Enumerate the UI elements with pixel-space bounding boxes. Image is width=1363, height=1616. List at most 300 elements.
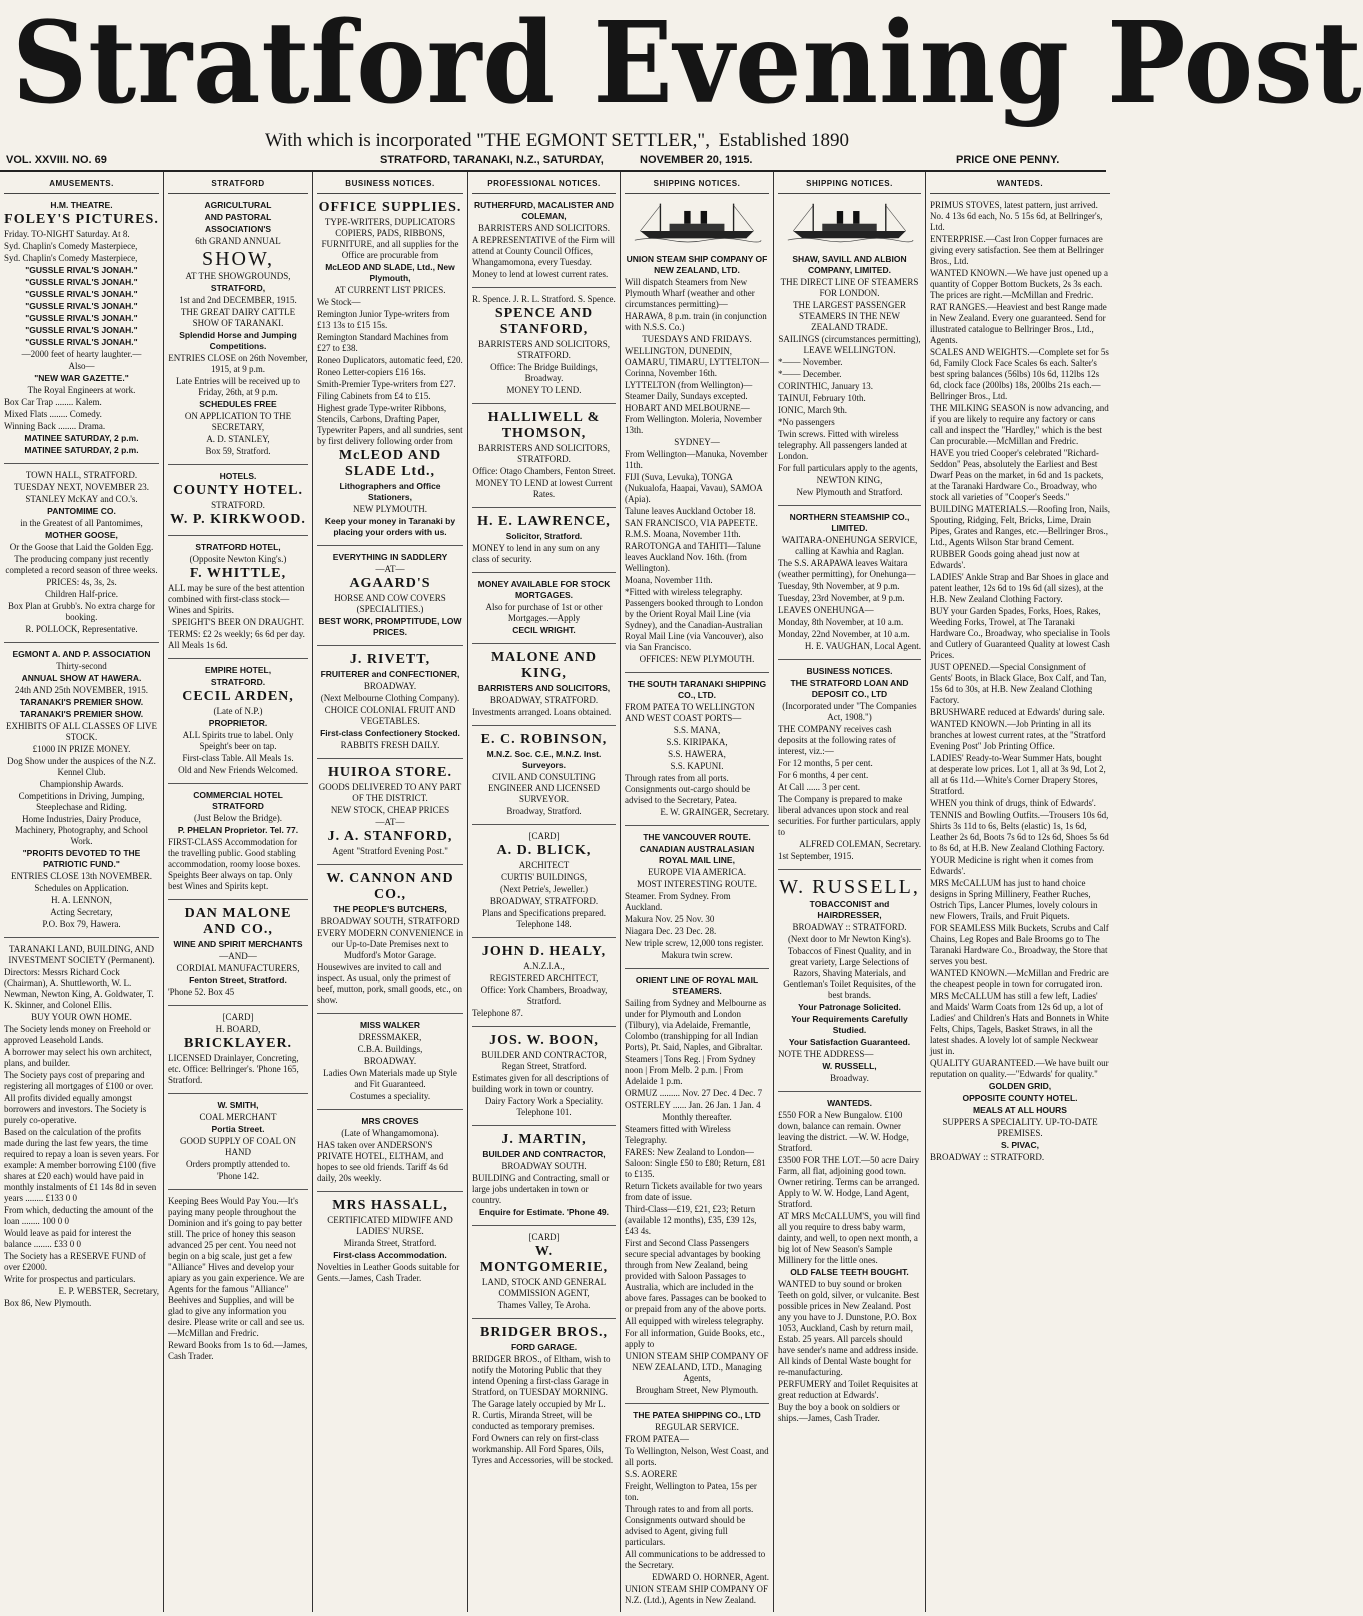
ad-text-line: Agent "Stratford Evening Post."	[332, 846, 448, 856]
ad-text-line: —AT—	[375, 817, 405, 827]
ad-text-line: LICENSED Drainlayer, Concreting, etc. Office: Bellringer's. 'Phone 165, Stratford.	[168, 1053, 299, 1085]
ad-text-line: BARRISTERS AND SOLICITORS.	[477, 223, 611, 233]
ad-text-line: Roneo Letter-copiers £16 16s.	[317, 367, 426, 377]
ad-text-line: ORMUZ ......... Nov. 27 Dec. 4 Dec. 7	[625, 1088, 763, 1098]
steamer-illustration	[786, 198, 913, 244]
ad-text-line: (Next Petrie's, Jeweller.)	[499, 884, 589, 894]
ad-text-line: AT CURRENT LIST PRICES.	[334, 285, 446, 295]
ad-text-line: E. W. GRAINGER, Secretary.	[660, 807, 769, 817]
ad-text-line: Talune leaves Auckland October 18.	[625, 506, 756, 516]
ad-text-line: Tobaccos of Finest Quality, and in great variety, Large Selections of Razors, Shaving Materials, and Gentleman's Toilet Requisites, of the best brands.	[783, 946, 916, 1000]
established-note: Established 1890	[718, 130, 850, 151]
ad-text-line: Or the Goose that Laid the Golden Egg.	[9, 542, 154, 552]
ad-text-line: "GUSSLE RIVAL'S JONAH."	[25, 337, 138, 347]
ad-text-line: BARRISTERS AND SOLICITORS, STRATFORD.	[477, 443, 611, 464]
ad-text-line: TYPE-WRITERS, DUPLICATORS COPIERS, PADS, RIBBONS, FURNITURE, and all supplies for the Office are procurable from	[321, 217, 459, 260]
ad-text-line: Through rates to and from all ports. Consignments outward should be advised to Agent, giving full particulars.	[625, 1504, 754, 1547]
ad-text-line: (Incorporated under "The Companies Act, 1908.")	[782, 701, 917, 722]
ad-text-line: "GUSSLE RIVAL'S JONAH."	[25, 301, 138, 311]
ad-text-line: Housewives are invited to call and inspect. As usual, only the primest of beef, mutton, pork, small goods, etc., on show.	[317, 962, 462, 1005]
masthead-subline: With which is incorporated "THE EGMONT SETTLER,", Established 1890	[264, 130, 850, 151]
column-6	[774, 172, 926, 1612]
ad-text-line: Buy the boy a book on soldiers or ships.—James, Cash Trader.	[778, 1402, 900, 1423]
ad-text-line: TUESDAYS AND FRIDAYS.	[642, 334, 752, 344]
column-2	[164, 172, 313, 1612]
ad-text-line: BRICKLAYER.	[183, 1036, 293, 1051]
advertisement	[168, 194, 308, 465]
issue-date: NOVEMBER 20, 1915.	[640, 154, 753, 166]
ad-text-line: W. CANNON AND CO.,	[326, 871, 454, 902]
ad-text-line: ASSOCIATION'S	[204, 224, 272, 234]
ad-text-line: BARRISTERS AND SOLICITORS,	[477, 683, 611, 693]
ad-text-line: Filing Cabinets from £4 to £15.	[317, 391, 431, 401]
ad-text-line: BROADWAY SOUTH, STRATFORD	[320, 916, 460, 926]
ad-text-line: SYDNEY—	[674, 437, 720, 447]
ad-text-line: LEAVES ONEHUNGA—	[778, 605, 874, 615]
column-7	[926, 172, 1114, 1612]
ad-text-line: 1st September, 1915.	[778, 851, 854, 861]
advertisement	[625, 248, 769, 673]
ad-text-line: SHOW,	[201, 248, 275, 270]
advertisement	[4, 643, 159, 938]
ad-text-line: SCALES AND WEIGHTS.—Complete set for 5s 6d, Family Clock Face Scales 6s each. Salter's best spring balances (56lbs) 10s 6d, 112lbs 12s 6d, clock face (200lbs) 18s, 200lbs 21s each.—Bellringer Bros., Ltd.	[930, 347, 1109, 401]
ad-text-line: CHOICE COLONIAL FRUIT AND VEGETABLES.	[324, 705, 456, 726]
ad-text-line: TOWN HALL, STRATFORD.	[25, 470, 138, 480]
ad-text-line: Box 86, New Plymouth.	[4, 1298, 92, 1308]
ad-text-line: Through rates from all ports. Consignments out-cargo should be advised to the Secretary, Patea.	[625, 773, 751, 805]
ad-text-line: WINE AND SPIRIT MERCHANTS	[173, 939, 303, 949]
ad-text-line: STRATFORD HOTEL,	[195, 542, 281, 552]
ad-text-line: FOR SEAMLESS Milk Buckets, Scrubs and Calf Chains, Leg Ropes and Bale Brooms go to The Taranaki Hardware Co., Broadway, the Store that serves you best.	[930, 923, 1109, 966]
ad-text-line: The Society lends money on Freehold or approved Leasehold Lands.	[4, 1024, 151, 1045]
ad-text-line: R. Spence. J. R. L. Stratford. S. Spence.	[472, 294, 616, 304]
ad-text-line: THE LARGEST PASSENGER STEAMERS IN THE NEW ZEALAND TRADE.	[792, 300, 907, 332]
ad-text-line: [CARD]	[528, 831, 560, 841]
advertisement	[168, 1190, 308, 1369]
advertisement	[778, 506, 921, 660]
ad-text-line: MOTHER GOOSE,	[45, 530, 118, 540]
ad-text-line: AT MRS McCALLUM'S, you will find all you require to dress baby warm, dainty, and well, to open next month, a big lot of New Season's Sample Millinery for the little ones.	[778, 1211, 920, 1265]
advertisement	[317, 1014, 463, 1110]
place-line: STRATFORD, TARANAKI, N.Z., SATURDAY,	[380, 154, 604, 166]
ad-text-line: MISS WALKER	[360, 1020, 420, 1030]
ad-text-line: THE STRATFORD LOAN AND DEPOSIT CO., LTD	[790, 678, 909, 699]
ad-text-line: WELLINGTON, DUNEDIN, OAMARU, TIMARU, LYTTELTON—Corinna, November 16th.	[625, 346, 769, 378]
advertisement	[625, 969, 769, 1404]
ad-text-line: Mixed Flats ........ Comedy.	[4, 409, 102, 419]
ad-text-line: MOST INTERESTING ROUTE.	[636, 879, 758, 889]
ad-text-line: A. D. BLICK,	[496, 843, 592, 858]
ad-text-line: All profits divided equally amongst borrowers and investors. The Society is purely co-operative.	[4, 1093, 147, 1125]
ad-text-line: THE PATEA SHIPPING CO., LTD	[633, 1410, 761, 1420]
ad-text-line: HALLIWELL & THOMSON,	[487, 410, 601, 441]
ad-text-line: WANTED to buy sound or broken Teeth on gold, silver, or vulcanite. Best possible prices in New Zealand. Post any you have to J. Dunstone, P.O. Box 1053, Auckland, Cash by return mail, Estab. 25 years. All parcels should have sender's name and address inside. All kinds of Dental Waste bought for re-manufacturing.	[778, 1279, 920, 1377]
advertisement	[168, 784, 308, 900]
ad-text-line: Makura Nov. 25 Nov. 30	[625, 914, 715, 924]
ad-text-line: BUSINESS NOTICES.	[806, 666, 893, 676]
ad-text-line: MRS CROVES	[361, 1116, 419, 1126]
ad-text-line: RABBITS FRESH DAILY.	[340, 740, 440, 750]
column-heading: SHIPPING NOTICES.	[625, 172, 769, 194]
ad-text-line: BUY your Garden Spades, Forks, Hoes, Rakes, Weeding Forks, Trowel, at The Taranaki Hardware Co., Broadway, who specialise in Tools and Cutlery of Guaranteed Quality at lowest Cash Prices.	[930, 606, 1110, 660]
ad-text-line: Keeping Bees Would Pay You.—It's paying many people throughout the Dominion and it's going to pay better still. The price of honey this season advanced 25 per cent. You need not begin on a big scale, just get a few "Alliance" Hives and develop your apiary as you gain experience. We are Agents for the famous "Alliance" Beehives and Supplies, and will be glad to give any information you desire. Please write or call and see us.—McMillan and Fredric.	[168, 1196, 305, 1338]
ad-text-line: ENTRIES CLOSE on 26th November, 1915, at 9 p.m.	[168, 353, 308, 374]
ad-text-line: EXHIBITS OF ALL CLASSES OF LIVE STOCK.	[6, 721, 157, 742]
ad-text-line: Investments arranged. Loans obtained.	[472, 707, 612, 717]
ad-text-line: "NEW WAR GAZETTE."	[34, 373, 129, 383]
ad-text-line: Brougham Street, New Plymouth.	[635, 1385, 759, 1395]
ad-text-line: THE MILKING SEASON is now advancing, and if you are likely to require any factory or cans call and inspect the "Hardley," which is the best Can procurable.—McMillan and Fredric.	[930, 403, 1109, 446]
column-heading: STRATFORD	[168, 172, 308, 194]
ad-text-line: CIVIL AND CONSULTING ENGINEER AND LICENSED SURVEYOR.	[488, 772, 600, 804]
ad-text-line: Niagara Dec. 23 Dec. 28.	[625, 926, 717, 936]
ad-text-line: TAINUI, February 10th.	[778, 393, 866, 403]
advertisement	[168, 465, 308, 536]
ad-text-line: HOBART AND MELBOURNE—From Wellington. Moleria, November 13th.	[625, 403, 762, 435]
advertisement	[778, 1092, 921, 1431]
ad-text-line: LADIES' Ready-to-Wear Summer Hats, bought at desperate low prices. Lot 1, all at 3s 9d, Lot 2, all at 6s 11d.—White's Corner Drapery Stores, Stratford.	[930, 753, 1106, 796]
ad-text-line: PRICES: 4s, 3s, 2s.	[46, 577, 117, 587]
ad-text-line: P. PHELAN Proprietor. Tel. 77.	[177, 825, 299, 835]
ad-text-line: From which, deducting the amount of the loan ........ 100 0 0	[4, 1205, 154, 1226]
ad-text-line: LYTTELTON (from Wellington)—Steamer Daily, Sundays excepted.	[625, 380, 753, 401]
ad-text-line: JUST OPENED.—Special Consignment of Gents' Boots, in Black Glace, Box Calf, and Tan, 15s 6d to 30s, at H.B. New Zealand Clothing Factory.	[930, 662, 1107, 705]
ad-text-line: C.B.A. Buildings,	[357, 1044, 423, 1054]
ad-text-line: Syd. Chaplin's Comedy Masterpiece,	[4, 253, 138, 263]
ad-text-line: PROPRIETOR.	[208, 718, 268, 728]
ad-text-line: FRUITERER and CONFECTIONER,	[320, 669, 460, 679]
advertisement	[472, 194, 616, 288]
ad-text-line: CORINTHIC, January 13.	[778, 381, 873, 391]
advertisement	[778, 660, 921, 870]
ad-text-line: £550 FOR a New Bungalow. £100 down, balance can remain. Owner leaving the district. —W. W. Hodge, Stratford.	[778, 1110, 909, 1153]
ad-text-line: TOBACCONIST and HAIRDRESSER,	[809, 899, 890, 920]
dateline	[0, 150, 1106, 172]
ad-text-line: STRATFORD,	[210, 283, 266, 293]
ad-text-line: (Late of Whangamomona).	[341, 1128, 439, 1138]
ad-text-line: Your Satisfaction Guaranteed.	[788, 1037, 911, 1047]
ad-text-line: Moana, November 11th.	[625, 575, 713, 585]
ad-text-line: WANTEDS.	[827, 1098, 872, 1108]
ad-text-line: EDWARD O. HORNER, Agent.	[652, 1572, 769, 1582]
ad-text-line: Thirty-second	[56, 661, 107, 671]
ad-text-line: MONEY to lend in any sum on any class of security.	[472, 543, 600, 564]
ad-text-line: EVERY MODERN CONVENIENCE in our Up-to-Date Premises next to Mudford's Motor Garage.	[317, 928, 463, 960]
advertisement	[168, 659, 308, 784]
ad-text-line: TENNIS and Bowling Outfits.—Trousers 10s 6d, Shirts 3s 11d to 6s, Belts (elastic) 1s, 1s 6d, Leather 2s 6d, Boots 7s 6d to 12s 6d, Shoes 5s 6d to 8s 6d, at H.B. New Zealand Clothing Factory.	[930, 810, 1109, 853]
ad-text-line: SCHEDULES FREE	[199, 399, 277, 409]
ad-text-line: Enquire for Estimate. 'Phone 49.	[478, 1207, 610, 1217]
ad-text-line: H. A. LENNON,	[51, 895, 112, 905]
ad-text-line: WANTED KNOWN.—McMillan and Fredric are the cheapest people in town for corrugated iron.	[930, 968, 1109, 989]
ad-text-line: Monday, 22nd November, at 10 a.m.	[778, 629, 910, 639]
ad-text-line: Third-Class—£19, £21, £23; Return (available 12 months), £35, £39 12s, £43 4s.	[625, 1204, 757, 1236]
ad-text-line: £3500 FOR THE LOT.—50 acre Dairy Farm, all flat, adjoining good town. Owner retiring. Terms can be arranged. Apply to W. W. Hodge, Land Agent, Stratford.	[778, 1155, 920, 1209]
ad-text-line: [CARD]	[222, 1012, 254, 1022]
ad-text-line: HORSE AND COW COVERS (SPECIALITIES.)	[334, 593, 446, 614]
ad-text-line: THE VANCOUVER ROUTE.	[643, 832, 751, 842]
ad-text-line: PERFUMERY and Toilet Requisites at great reduction at Edwards'.	[778, 1379, 918, 1400]
ad-text-line: A borrower may select his own architect, plans, and builder.	[4, 1047, 152, 1068]
ad-text-line: MRS McCALLUM has just to hand choice designs in Spring Millinery, Feather Ruches, Ostrich Tips, Lancer Plumes, lovely colours in new Flowers, Trails, and Fruit Piquets.	[930, 878, 1098, 921]
ad-text-line: Tuesday, 9th November, at 9 p.m.	[778, 581, 900, 591]
ad-text-line: NORTHERN STEAMSHIP CO., LIMITED.	[789, 512, 910, 533]
ad-text-line: BROADWAY SOUTH.	[501, 1161, 587, 1171]
ad-text-line: 'Phone 52. Box 45	[168, 987, 235, 997]
advertisement	[930, 194, 1110, 1170]
ad-text-line: Steamers fitted with Wireless Telegraphy.	[625, 1124, 731, 1145]
ad-text-line: Office: Otago Chambers, Fenton Street.	[472, 466, 616, 476]
ad-text-line: CANADIAN AUSTRALASIAN ROYAL MAIL LINE,	[639, 844, 755, 865]
ad-text-line: OLD FALSE TEETH BOUGHT.	[790, 1267, 909, 1277]
ad-text-line: CECIL WRIGHT.	[512, 625, 576, 635]
ad-text-line: ANNUAL SHOW AT HAWERA.	[21, 673, 142, 683]
ad-text-line: BROADWAY.	[363, 681, 417, 691]
ad-text-line: "GUSSLE RIVAL'S JONAH."	[25, 313, 138, 323]
ad-text-line: Telephone 87.	[472, 1008, 523, 1018]
advertisement	[472, 573, 616, 644]
ad-text-line: Home Industries, Dairy Produce, Machinery, Photography, and School Work.	[14, 814, 149, 846]
ad-text-line: ENTRIES CLOSE 13th NOVEMBER.	[10, 871, 152, 881]
ad-text-line: MONEY TO LEND at lowest Current Rates.	[475, 478, 613, 499]
ad-text-line: Syd. Chaplin's Comedy Masterpiece,	[4, 241, 138, 251]
ad-text-line: AT THE SHOWGROUNDS,	[185, 271, 291, 281]
column-3	[313, 172, 468, 1612]
ad-text-line: 24th AND 25th NOVEMBER, 1915.	[14, 685, 148, 695]
ad-text-line: AGAARD'S	[349, 576, 431, 591]
ad-text-line: (Late of N.P.)	[213, 706, 263, 716]
ad-text-line: ALL Spirits true to label. Only Speight's beer on tap.	[182, 730, 294, 751]
ad-text-line: UNION STEAM SHIP COMPANY OF NEW ZEALAND, LTD., Managing Agents,	[625, 1351, 769, 1383]
ad-text-line: The Society has a RESERVE FUND of over £2000.	[4, 1251, 146, 1272]
ad-text-line: For 6 months, 4 per cent.	[778, 770, 869, 780]
ad-text-line: Also for purchase of 1st or other Mortgages.—Apply	[485, 602, 603, 623]
ad-text-line: WAITARA-ONEHUNGA SERVICE, calling at Kawhia and Raglan.	[781, 535, 918, 556]
ad-text-line: BARRISTERS AND SOLICITORS, STRATFORD.	[477, 339, 611, 360]
advertisement	[4, 194, 159, 464]
ad-text-line: Schedules on Application.	[34, 883, 129, 893]
ad-text-line: E. C. ROBINSON,	[480, 732, 608, 747]
ad-text-line: Lithographers and Office Stationers,	[339, 481, 441, 502]
price: PRICE ONE PENNY.	[956, 154, 1060, 166]
advertisement	[778, 248, 921, 506]
ad-text-line: SAILINGS (circumstances permitting), LEAVE WELLINGTON.	[778, 334, 921, 355]
ad-text-line: S.S. AORERE	[625, 1469, 678, 1479]
ad-text-line: ALL may be sure of the best attention combined with first-class stock—Wines and Spirits.	[168, 583, 305, 615]
ad-text-line: OSTERLEY ...... Jan. 26 Jan. 1 Jan. 4	[625, 1100, 761, 1110]
advertisement	[472, 1226, 616, 1319]
ad-text-line: STANLEY McKAY and CO.'s.	[25, 494, 138, 504]
ad-text-line: Splendid Horse and Jumping Competitions.	[179, 330, 297, 351]
ad-text-line: The Garage lately occupied by Mr L. R. Curtis, Miranda Street, will be conducted as temporary premises.	[472, 1399, 606, 1431]
ad-text-line: Dog Show under the auspices of the N.Z. Kennel Club.	[7, 756, 156, 777]
ad-text-line: Thames Valley, Te Aroha.	[497, 1300, 591, 1310]
ad-text-line: Office: York Chambers, Broadway, Stratford.	[480, 985, 608, 1006]
ad-text-line: Old and New Friends Welcomed.	[178, 765, 298, 775]
ad-text-line: Box 59, Stratford.	[205, 446, 271, 456]
ad-text-line: Reward Books from 1s to 6d.—James, Cash Trader.	[168, 1340, 308, 1361]
ad-text-line: COMMERCIAL HOTEL STRATFORD	[193, 790, 283, 811]
ad-text-line: Winning Back ........ Drama.	[4, 421, 106, 431]
ad-text-line: Friday. TO-NIGHT Saturday. At 8.	[4, 229, 130, 239]
ad-text-line: —AT—	[375, 564, 405, 574]
ad-text-line: HAS taken over ANDERSON'S PRIVATE HOTEL, ELTHAM, and hopes to see old friends. Tariff 4s 6d daily, 20s weekly.	[317, 1140, 449, 1183]
advertisement	[472, 825, 616, 938]
ad-text-line: BUILDER AND CONTRACTOR, Regan Street, Stratford.	[481, 1050, 607, 1071]
ad-text-line: BUILDING MATERIALS.—Roofing Iron, Nails, Spouting, Ridging, Felt, Bricks, Lime, Drain Pipes, Grates and Ranges, etc.—Bellringer Bros., Ltd., Agents Wilson Star brand Cement.	[930, 504, 1110, 547]
ad-text-line: The Royal Engineers at work.	[27, 385, 136, 395]
ad-text-line: Keep your money in Taranaki by placing your orders with us.	[324, 516, 456, 537]
ad-text-line: P.O. Box 79, Hawera.	[42, 919, 121, 929]
ad-text-line: GOOD SUPPLY OF COAL ON HAND	[180, 1136, 296, 1157]
ad-text-line: THE GREAT DAIRY CATTLE SHOW OF TARANAKI.	[180, 307, 296, 328]
advertisement	[472, 404, 616, 508]
ad-text-line: (Just Below the Bridge).	[194, 813, 282, 823]
ad-text-line: Fenton Street, Stratford.	[189, 975, 287, 985]
ad-text-line: JOHN D. HEALY,	[481, 944, 607, 959]
ad-text-line: STRATFORD.	[210, 677, 266, 687]
ad-text-line: MATINEE SATURDAY, 2 p.m.	[24, 445, 139, 455]
ad-text-line: First-class Table. All Meals 1s.	[182, 753, 294, 763]
ad-text-line: LAND, STOCK AND GENERAL COMMISSION AGENT,	[481, 1277, 607, 1298]
ad-text-line: S.S. KIRIPAKA,	[666, 737, 728, 747]
ad-text-line: BROADWAY :: STRATFORD.	[792, 922, 907, 932]
ad-text-line: WANTED KNOWN.—Job Printing in all its branches at lowest current rates, at the "Stratford Evening Post" Job Printing Office.	[930, 719, 1106, 751]
ad-text-line: MONEY AVAILABLE FOR STOCK MORTGAGES.	[477, 579, 611, 600]
ad-text-line: NEW STOCK, CHEAP PRICES	[330, 805, 450, 815]
ad-text-line: McLEOD AND SLADE, Ltd., New Plymouth,	[325, 262, 455, 283]
advertisement	[317, 1192, 463, 1291]
ad-text-line: Monday, 8th November, at 10 a.m.	[778, 617, 904, 627]
ad-text-line: EGMONT A. AND P. ASSOCIATION	[12, 649, 151, 659]
ad-text-line: Roneo Duplicators, automatic feed, £20.	[317, 355, 463, 365]
ad-text-line: S.S. HAWERA,	[668, 749, 726, 759]
ad-text-line: MALONE AND KING,	[490, 650, 598, 681]
ad-text-line: PRIMUS STOVES, latest pattern, just arrived. No. 4 13s 6d each, No. 5 15s 6d, at Bellringer's, Ltd.	[930, 200, 1103, 232]
ad-text-line: Directors: Messrs Richard Cock (Chairman), A. Shuttleworth, W. L. Newman, Newton King, A. Goldwater, T. K. Skinner, and Colonel Ellis.	[4, 967, 154, 1010]
ad-text-line: CURTIS' BUILDINGS,	[500, 872, 588, 882]
ad-text-line: Plans and Specifications prepared. Telephone 148.	[482, 908, 606, 929]
advertisement	[4, 938, 159, 1316]
ad-text-line: Estimates given for all descriptions of building work in town or country.	[472, 1073, 609, 1094]
column-5	[621, 172, 774, 1612]
ad-text-line: 'Phone 142.	[216, 1171, 260, 1181]
ad-text-line: Your Requirements Carefully Studied.	[791, 1014, 908, 1035]
column-heading: AMUSEMENTS.	[4, 172, 159, 194]
ad-text-line: [CARD]	[528, 1232, 560, 1242]
ad-text-line: —AND—	[219, 951, 257, 961]
ad-text-line: in the Greatest of all Pantomimes,	[20, 518, 143, 528]
newspaper-title: Stratford Evening Post	[12, 0, 1363, 129]
ad-text-line: Broadway.	[830, 1073, 869, 1083]
ad-text-line: AGRICULTURAL	[204, 200, 272, 210]
ad-text-line: REGISTERED ARCHITECT,	[489, 973, 599, 983]
advertisement	[317, 646, 463, 759]
ad-text-line: H. BOARD,	[215, 1024, 261, 1034]
ad-text-line: MRS HASSALL,	[332, 1198, 448, 1213]
ad-text-line: STRATFORD.	[211, 500, 265, 510]
advertisement	[625, 826, 769, 969]
advertisement	[625, 673, 769, 826]
ad-text-line: TARANAKI LAND, BUILDING, AND INVESTMENT SOCIETY (Permanent).	[8, 944, 155, 965]
ad-text-line: HAVE you tried Cooper's celebrated "Richard-Seddon" Peas, absolutely the Earliest and Best Dwarf Peas on the market, in 6d and 1s packets, at the Taranaki Hardware Co., Broadway, who stock all varieties of "Cooper's Seeds."	[930, 448, 1104, 502]
ad-text-line: J. RIVETT,	[349, 652, 431, 667]
ad-text-line: THE COMPANY receives cash deposits at the following rates of interest, viz.:—	[778, 724, 896, 756]
ad-text-line: A REPRESENTATIVE of the Firm will attend at County Council Offices, Whangamomona, every Tuesday.	[472, 235, 616, 267]
ad-text-line: QUALITY GUARANTEED.—We have built our reputation on quality.—"Edwards' for quality."	[930, 1058, 1109, 1079]
ad-text-line: DAN MALONE AND CO.,	[184, 906, 292, 937]
ad-text-line: OFFICE SUPPLIES.	[318, 200, 462, 215]
ad-text-line: W. RUSSELL,	[822, 1061, 877, 1071]
ad-text-line: BUY YOUR OWN HOME.	[31, 1012, 132, 1022]
ad-text-line: SAN FRANCISCO, VIA PAPEETE. R.M.S. Moana, November 11th.	[625, 518, 758, 539]
ad-text-line: S. PIVAC,	[1000, 1140, 1040, 1150]
ad-text-line: ALFRED COLEMAN, Secretary.	[799, 839, 921, 849]
ad-text-line: COAL MERCHANT	[199, 1112, 277, 1122]
ad-text-line: FIRST-CLASS Accommodation for the travelling public. Good stabling accommodation, roomy loose boxes. Speights Beer always on tap. Only best Wines and Spirits kept.	[168, 837, 301, 891]
ad-text-line: Steamers | Tons Reg. | From Sydney noon | From Melb. 2 p.m. | From Adelaide 1 p.m.	[625, 1054, 756, 1086]
ad-text-line: BROADWAY :: STRATFORD.	[930, 1152, 1045, 1162]
ad-text-line: "GUSSLE RIVAL'S JONAH."	[25, 265, 138, 275]
column-1	[0, 172, 164, 1612]
ad-text-line: E. P. WEBSTER, Secretary,	[58, 1286, 159, 1296]
ad-text-line: HUIROA STORE.	[328, 765, 452, 780]
ad-text-line: FROM PATEA—	[625, 1434, 689, 1444]
ad-text-line: Late Entries will be received up to Friday, 26th, at 9 p.m.	[176, 376, 300, 397]
ad-text-line: Your Patronage Solicited.	[798, 1002, 901, 1012]
ad-text-line: H.M. THEATRE.	[50, 200, 113, 210]
ad-text-line: PANTOMIME CO.	[47, 506, 116, 516]
ad-text-line: FIJI (Suva, Levuka), TONGA (Nukualofa, Haapai, Vavau), SAMOA (Apia).	[625, 472, 763, 504]
ad-text-line: Highest grade Type-writer Ribbons, Stencils, Carbons, Drafting Paper, Typewriter Papers, and all sundries, sent by first delivery following order from	[317, 403, 463, 446]
ad-text-line: ON APPLICATION TO THE SECRETARY,	[184, 411, 292, 432]
ad-text-line: Miranda Street, Stratford.	[343, 1238, 437, 1248]
ad-text-line: Remington Junior Type-writers from £13 13s to £15 15s.	[317, 309, 450, 330]
ad-text-line: OFFICES: NEW PLYMOUTH.	[639, 654, 755, 664]
ad-text-line: From Wellington—Manuka, November 11th.	[625, 449, 768, 470]
ad-text-line: JOS. W. BOON,	[489, 1033, 599, 1048]
advertisement	[317, 546, 463, 646]
ad-text-line: RAT RANGES.—Heaviest and best Range made in New Zealand. Every one guaranteed. Send for illustrated catalogue to Bellringer Bros., Ltd., Agents.	[930, 302, 1107, 345]
ad-text-line: F. WHITTLE,	[189, 566, 287, 581]
ad-text-line: RUTHERFURD, MACALISTER AND COLEMAN,	[474, 200, 614, 221]
ad-text-line: McLEOD AND SLADE Ltd.,	[338, 448, 442, 479]
ad-text-line: Dairy Factory Work a Speciality. Telephone 101.	[484, 1096, 604, 1117]
advertisement	[472, 508, 616, 573]
ad-text-line: TARANAKI'S PREMIER SHOW.	[19, 709, 144, 719]
ad-text-line: The S.S. ARAPAWA leaves Waitara (weather permitting), for Onehunga—	[778, 558, 916, 579]
advertisement	[472, 726, 616, 825]
ad-text-line: SUPPERS A SPECIALITY. UP-TO-DATE PREMISES.	[942, 1117, 1098, 1138]
ad-text-line: ENTERPRISE.—Cast Iron Copper furnaces are giving every satisfaction. See them at Bellringer Bros., Ltd.	[930, 234, 1104, 266]
ad-text-line: £1000 IN PRIZE MONEY.	[32, 744, 131, 754]
ad-text-line: REGULAR SERVICE.	[655, 1422, 739, 1432]
ad-text-line: Monthly thereafter.	[662, 1112, 732, 1122]
ad-text-line: IONIC, March 9th.	[778, 405, 847, 415]
ad-text-line: DRESSMAKER,	[358, 1032, 422, 1042]
ad-text-line: AND PASTORAL	[204, 212, 272, 222]
ad-text-line: For full particulars apply to the agents,	[778, 463, 918, 473]
ad-text-line: W. RUSSELL,	[779, 876, 920, 898]
ad-text-line: Ford Owners can rely on first-class workmanship. All Ford Spares, Oils, Tyres and Accessories, will be stocked.	[472, 1433, 614, 1465]
ad-text-line: Competitions in Driving, Jumping, Steeplechase and Riding.	[18, 791, 145, 812]
ad-text-line: NEWTON KING,	[816, 475, 883, 485]
ad-text-line: Will dispatch Steamers from New Plymouth Wharf (weather and other circumstances permitting)—	[625, 277, 755, 309]
ad-text-line: Broadway, Stratford.	[506, 806, 582, 816]
ad-text-line: Solicitor, Stratford.	[505, 531, 583, 541]
ad-text-line: *No passengers	[778, 417, 835, 427]
ad-text-line: Ladies Own Materials made up Style and Fit Guaranteed.	[323, 1068, 457, 1089]
